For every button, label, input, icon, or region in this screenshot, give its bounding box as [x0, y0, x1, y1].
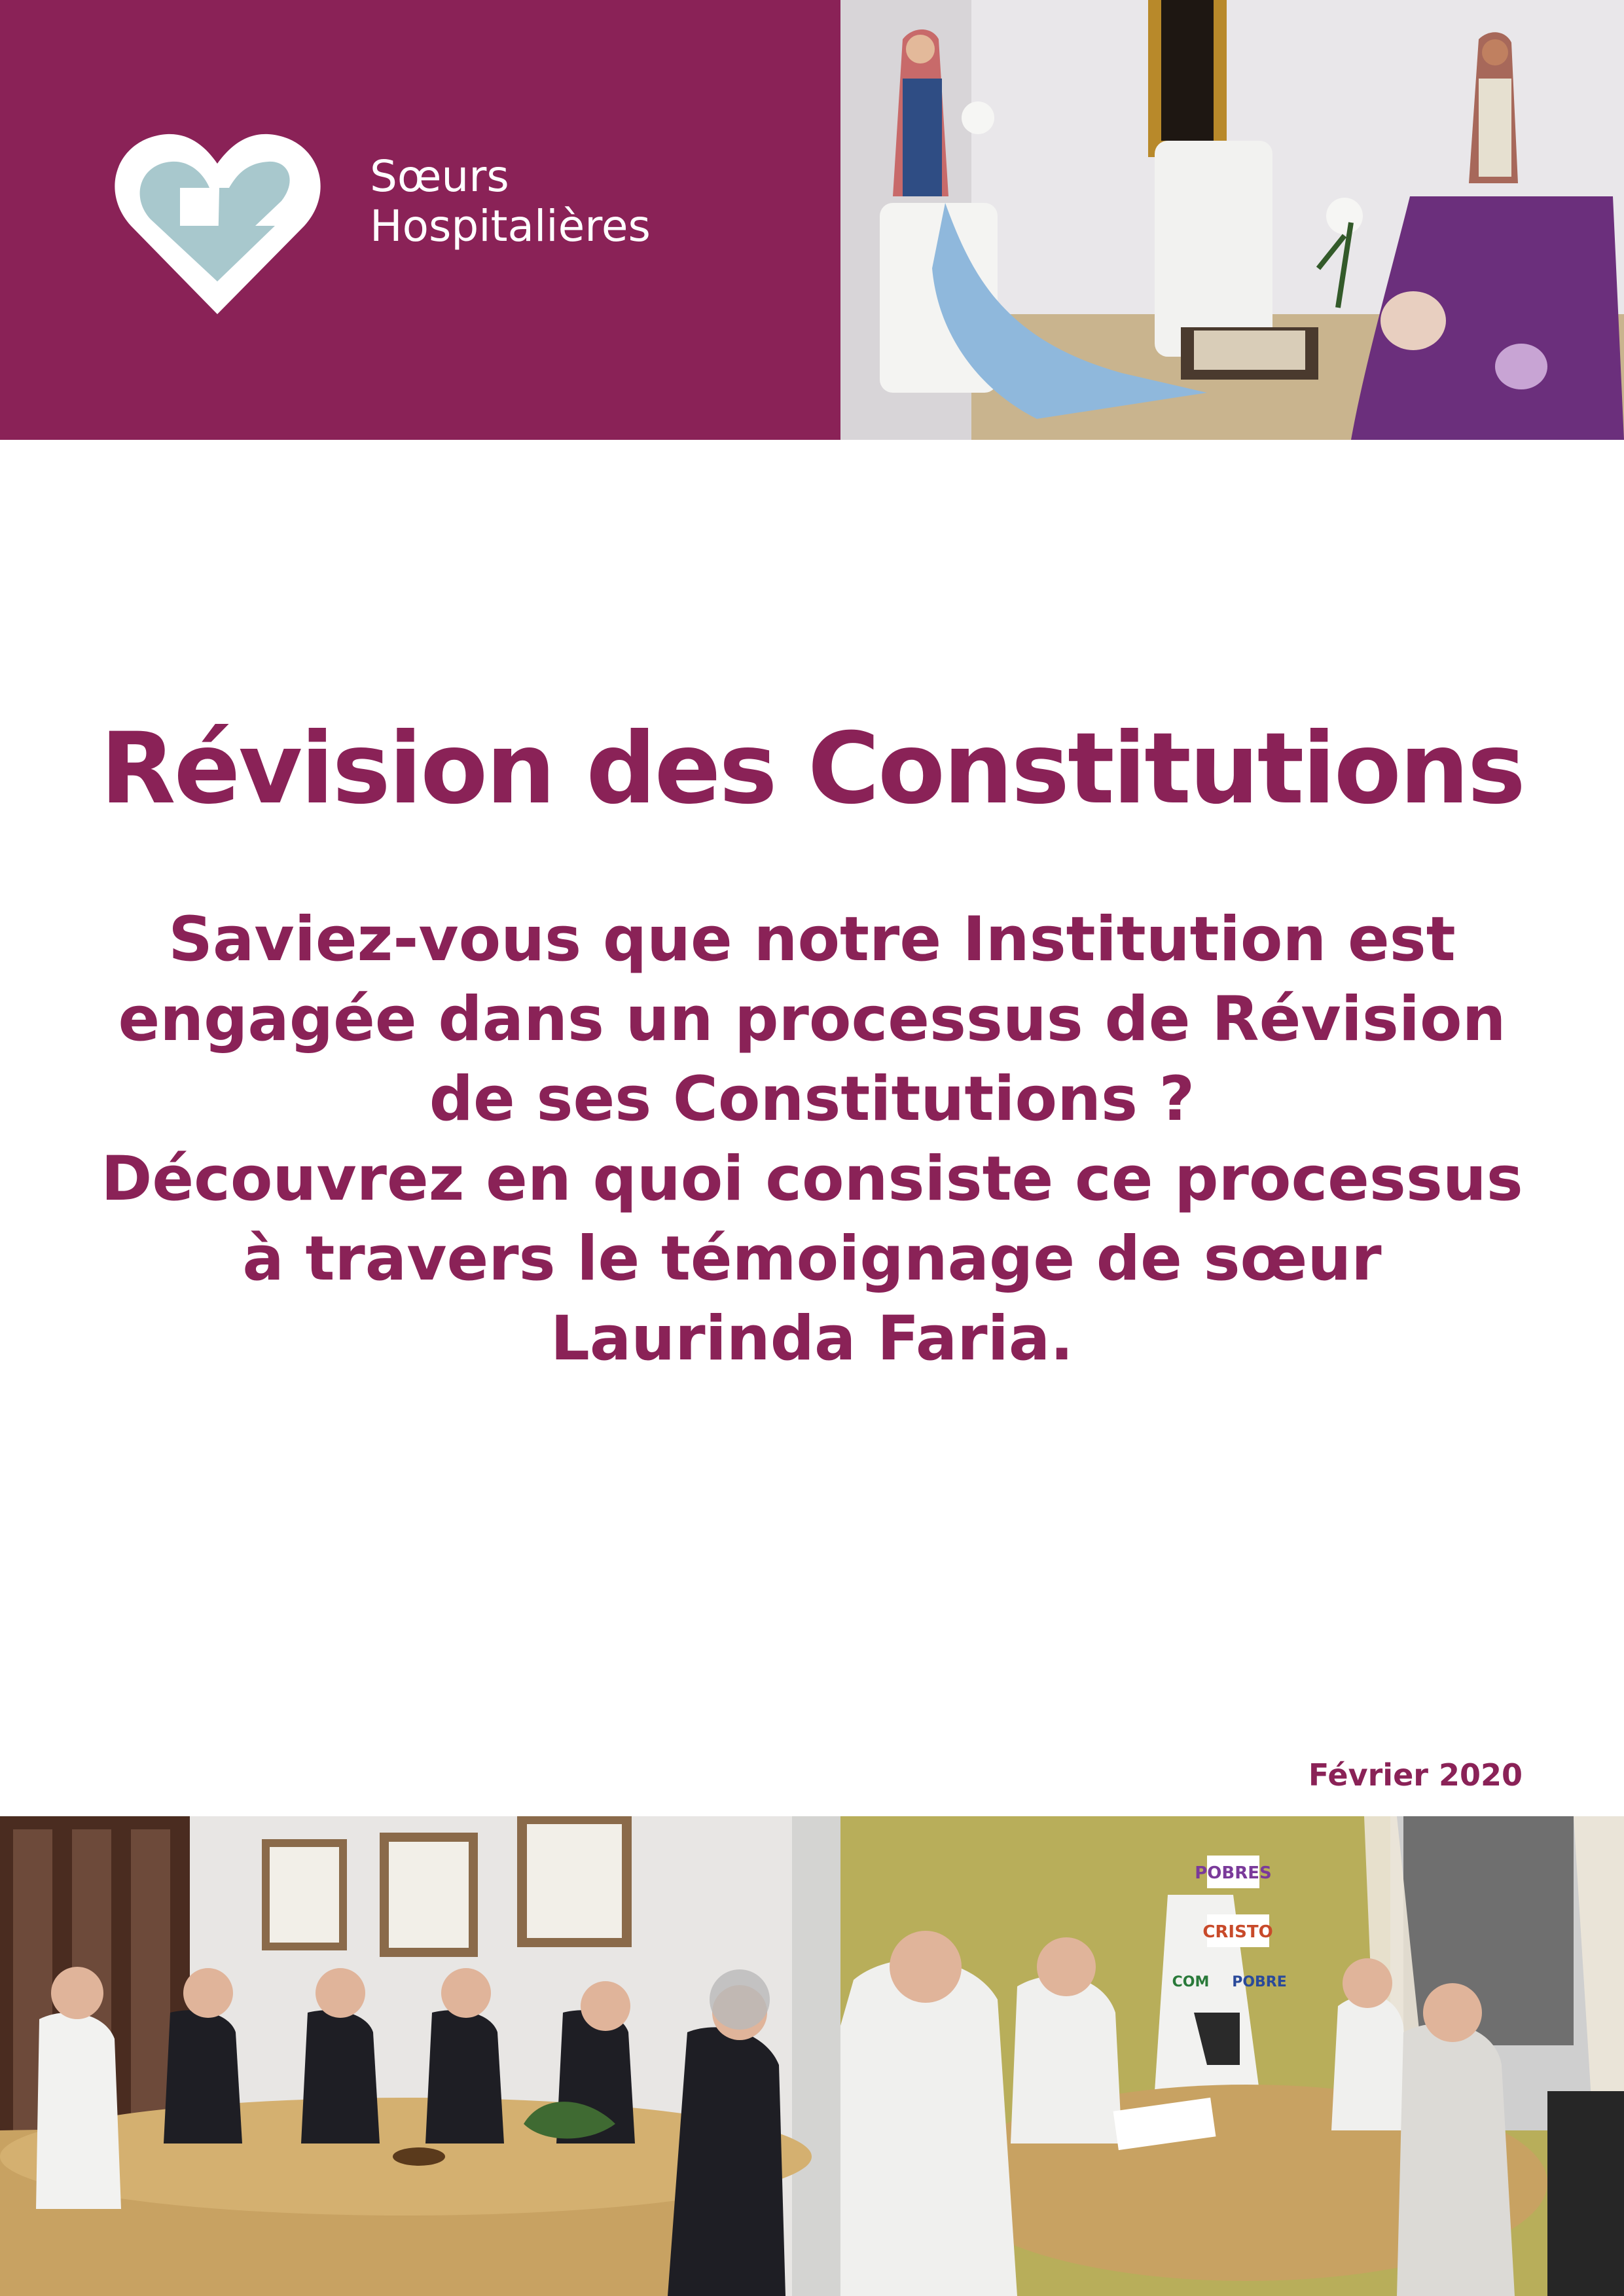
sisters-workshop-photo [840, 1816, 1624, 2296]
header-band [0, 0, 840, 440]
intro-text [98, 900, 1526, 1379]
intro-question: Saviez-vous que notre Institution est engagée dans un processus de Révision de ses Constitutions ? [118, 904, 1506, 1135]
publication-date: Février 2020 [1308, 1757, 1523, 1793]
poster-word-2: CRISTO [1202, 1922, 1273, 1942]
altar-photo [840, 0, 1624, 440]
brand-line-1: Sœurs [370, 151, 509, 202]
page-title: Révision des Constitutions [100, 712, 1524, 826]
intro-invite: Découvrez en quoi consiste ce processus à travers le témoignage de sœur Laurinda Faria. [101, 1143, 1523, 1374]
poster-word-1: POBRES [1195, 1863, 1272, 1883]
poster-word-3: COM [1172, 1974, 1210, 1990]
poster-word-4: POBRE [1232, 1974, 1287, 1990]
brand-line-2: Hospitalières [370, 201, 651, 251]
brand-name [370, 152, 651, 251]
heart-logo-icon [111, 128, 324, 321]
sisters-meeting-photo [0, 1816, 840, 2296]
